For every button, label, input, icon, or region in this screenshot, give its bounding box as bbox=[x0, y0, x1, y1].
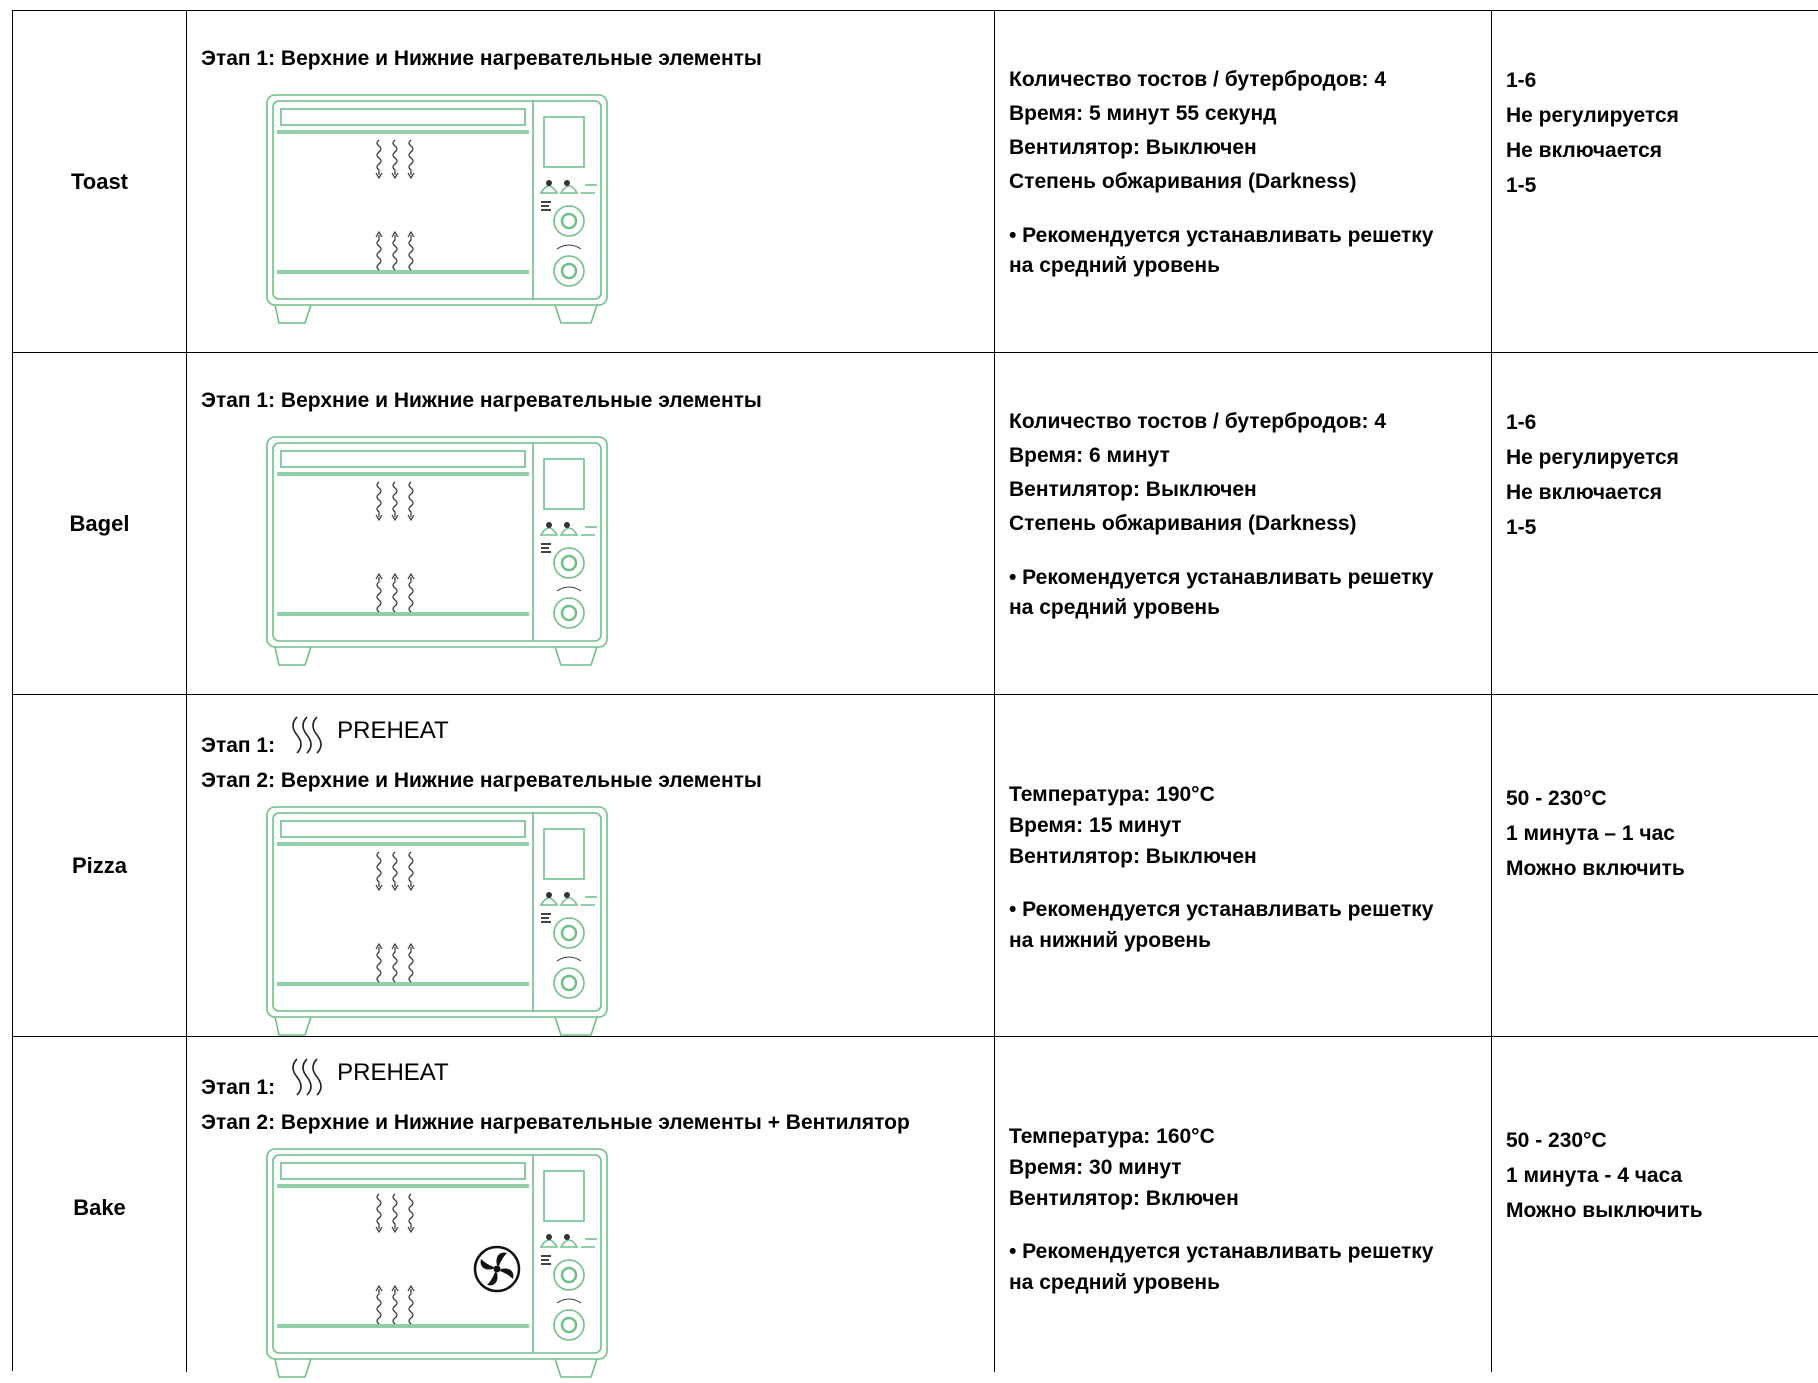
range-line: Не регулируется bbox=[1506, 104, 1679, 127]
rack-note: на средний уровень bbox=[1009, 1271, 1221, 1294]
setting-line: Время: 5 минут 55 секунд bbox=[1009, 102, 1277, 125]
table-row-bagel bbox=[13, 353, 1818, 695]
range-line: 50 - 230°C bbox=[1506, 1129, 1607, 1152]
setting-line: Температура: 160°C bbox=[1009, 1125, 1215, 1148]
settings-cell bbox=[995, 695, 1492, 1037]
mode-name: Pizza bbox=[71, 853, 128, 878]
mode-cell bbox=[13, 1037, 187, 1372]
mode-name: Bake bbox=[73, 1195, 126, 1220]
stage-cell bbox=[187, 353, 995, 695]
setting-line: Степень обжаривания (Darkness) bbox=[1009, 170, 1357, 193]
range-line: 1 минута – 1 час bbox=[1506, 822, 1675, 845]
setting-line: Вентилятор: Выключен bbox=[1009, 136, 1257, 159]
range-line: Не регулируется bbox=[1506, 446, 1679, 469]
rack-note: • Рекомендуется устанавливать решетку bbox=[1009, 898, 1434, 921]
setting-line: Время: 30 минут bbox=[1009, 1156, 1182, 1179]
range-cell bbox=[1492, 1037, 1818, 1372]
setting-line: Температура: 190°C bbox=[1009, 783, 1215, 806]
settings-cell bbox=[995, 1037, 1492, 1372]
stage-1-preheat bbox=[201, 1059, 449, 1107]
range-line: Можно включить bbox=[1506, 857, 1685, 880]
range-line: 50 - 230°C bbox=[1506, 787, 1607, 810]
mode-cell bbox=[13, 353, 187, 695]
rack-note: • Рекомендуется устанавливать решетку bbox=[1009, 566, 1434, 589]
range-line: 1-6 bbox=[1506, 411, 1537, 434]
setting-line: Время: 15 минут bbox=[1009, 814, 1182, 837]
range-line: Можно выключить bbox=[1506, 1199, 1703, 1222]
preheat-label: PREHEAT bbox=[337, 717, 449, 744]
mode-cell bbox=[13, 695, 187, 1037]
heat-arrows-icon bbox=[376, 852, 414, 982]
oven-diagram-icon bbox=[265, 93, 609, 329]
settings-cell bbox=[995, 353, 1492, 695]
table-row-pizza bbox=[13, 695, 1818, 1037]
oven-modes-table bbox=[12, 10, 1818, 1371]
oven-diagram-icon bbox=[265, 805, 609, 1041]
stage-1-label: Этап 1: Верхние и Нижние нагревательные элементы bbox=[201, 47, 762, 70]
preheat-label: PREHEAT bbox=[337, 1059, 449, 1086]
stage-2-label: Этап 2: Верхние и Нижние нагревательные элементы bbox=[201, 769, 762, 792]
stage-1-label: Этап 1: bbox=[201, 1075, 276, 1099]
fan-icon bbox=[475, 1247, 519, 1291]
heat-arrows-icon bbox=[376, 140, 414, 270]
heat-arrows-icon bbox=[376, 1194, 414, 1324]
setting-line: Количество тостов / бутербродов: 4 bbox=[1009, 68, 1387, 91]
range-line: Не включается bbox=[1506, 139, 1663, 162]
rack-note: на средний уровень bbox=[1009, 254, 1221, 277]
stage-1-preheat bbox=[201, 717, 449, 765]
stage-cell bbox=[187, 11, 995, 353]
range-line: 1 минута - 4 часа bbox=[1506, 1164, 1683, 1187]
setting-line: Вентилятор: Выключен bbox=[1009, 478, 1257, 501]
table-row-toast bbox=[13, 11, 1818, 353]
heat-arrows-icon bbox=[376, 482, 414, 612]
rack-note: на нижний уровень bbox=[1009, 929, 1211, 952]
stage-2-label: Этап 2: Верхние и Нижние нагревательные элементы + Вентилятор bbox=[201, 1111, 910, 1134]
setting-line: Вентилятор: Включен bbox=[1009, 1187, 1239, 1210]
mode-name: Toast bbox=[70, 169, 129, 194]
setting-line: Время: 6 минут bbox=[1009, 444, 1170, 467]
table-row-bake bbox=[13, 1037, 1818, 1372]
range-cell bbox=[1492, 695, 1818, 1037]
preheat-waves-icon bbox=[285, 1057, 329, 1097]
setting-line: Количество тостов / бутербродов: 4 bbox=[1009, 410, 1387, 433]
range-line: Не включается bbox=[1506, 481, 1663, 504]
mode-cell bbox=[13, 11, 187, 353]
rack-note: на средний уровень bbox=[1009, 596, 1221, 619]
preheat-waves-icon bbox=[285, 715, 329, 755]
setting-line: Степень обжаривания (Darkness) bbox=[1009, 512, 1357, 535]
oven-diagram-icon bbox=[265, 1147, 609, 1383]
oven-diagram-icon bbox=[265, 435, 609, 671]
stage-1-label: Этап 1: bbox=[201, 733, 276, 757]
stage-cell bbox=[187, 695, 995, 1037]
range-line: 1-5 bbox=[1506, 516, 1537, 539]
mode-name: Bagel bbox=[69, 511, 130, 536]
range-cell bbox=[1492, 11, 1818, 353]
stage-1-label: Этап 1: Верхние и Нижние нагревательные элементы bbox=[201, 389, 762, 412]
range-cell bbox=[1492, 353, 1818, 695]
settings-cell bbox=[995, 11, 1492, 353]
rack-note: • Рекомендуется устанавливать решетку bbox=[1009, 224, 1434, 247]
range-line: 1-5 bbox=[1506, 174, 1537, 197]
rack-note: • Рекомендуется устанавливать решетку bbox=[1009, 1240, 1434, 1263]
range-line: 1-6 bbox=[1506, 69, 1537, 92]
stage-cell bbox=[187, 1037, 995, 1372]
setting-line: Вентилятор: Выключен bbox=[1009, 845, 1257, 868]
